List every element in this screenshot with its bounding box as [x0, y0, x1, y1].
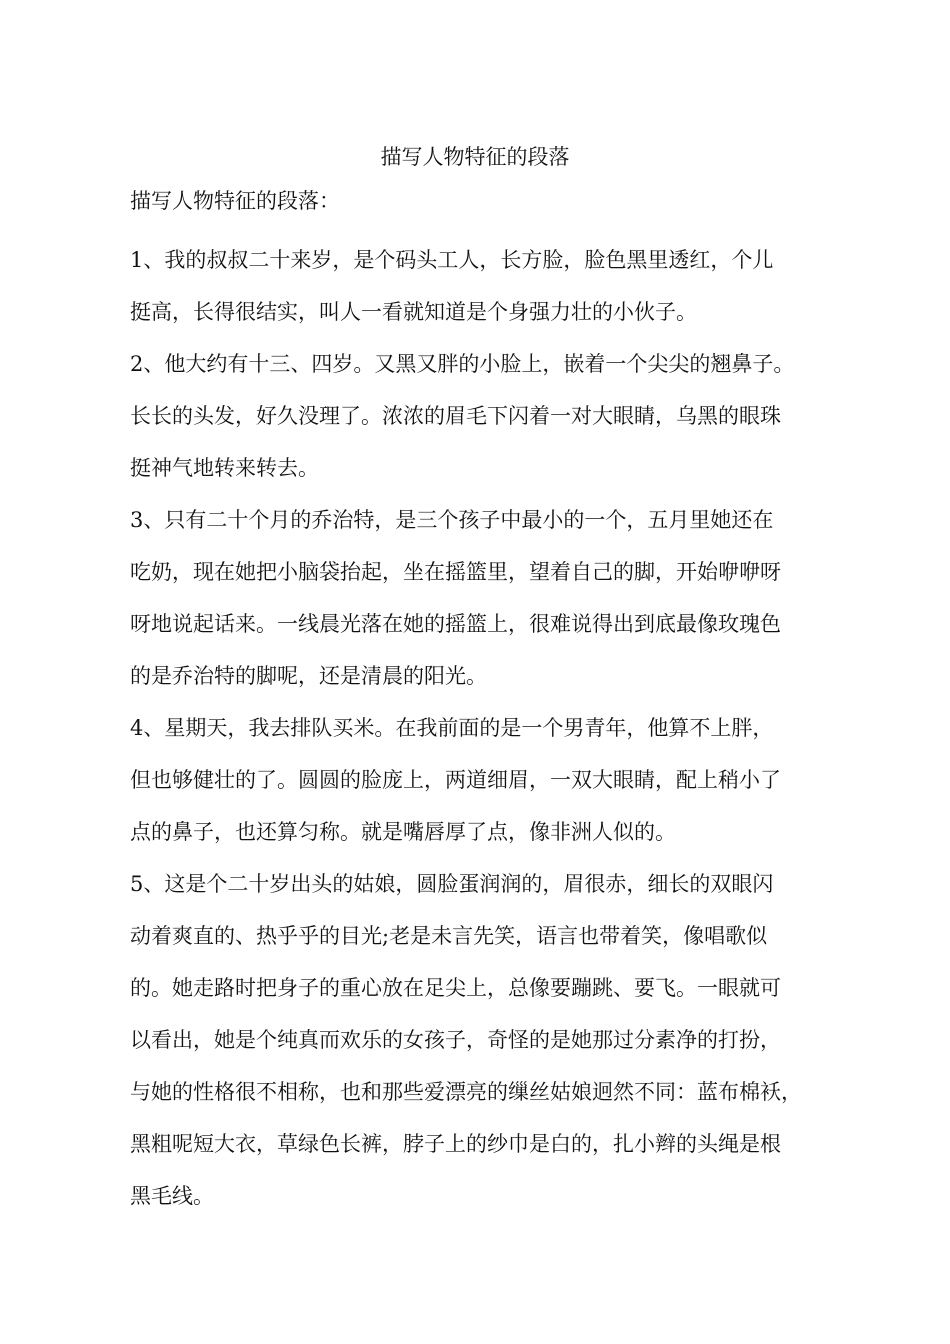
- paragraph-2: [130, 338, 840, 494]
- paragraph-line: 点的鼻子，也还算匀称。就是嘴唇厚了点，像非洲人似的。: [130, 820, 676, 844]
- paragraph-3: [130, 494, 840, 702]
- paragraph-line: 2、他大约有十三、四岁。又黑又胖的小脸上，嵌着一个尖尖的翘鼻子。: [130, 352, 795, 376]
- paragraph-line: 3、只有二十个月的乔治特，是三个孩子中最小的一个，五月里她还在: [130, 508, 774, 532]
- paragraph-line: 黑粗呢短大衣，草绿色长裤，脖子上的纱巾是白的，扎小辫的头绳是根: [130, 1132, 781, 1156]
- paragraph-line: 5、这是个二十岁出头的姑娘，圆脸蛋润润的，眉很赤，细长的双眼闪: [130, 872, 774, 896]
- paragraph-line: 以看出，她是个纯真而欢乐的女孩子，奇怪的是她那过分素净的打扮，: [130, 1028, 781, 1052]
- paragraph-line: 黑毛线。: [130, 1184, 214, 1208]
- paragraph-line: 4、星期天，我去排队买米。在我前面的是一个男青年，他算不上胖，: [130, 716, 774, 740]
- paragraph-line: 的是乔治特的脚呢，还是清晨的阳光。: [130, 664, 487, 688]
- paragraph-line: 吃奶，现在她把小脑袋抬起，坐在摇篮里，望着自己的脚，开始咿咿呀: [130, 560, 781, 584]
- paragraph-line: 呀地说起话来。一线晨光落在她的摇篮上，很难说得出到底最像玫瑰色: [130, 612, 781, 636]
- paragraph-line: 长长的头发，好久没理了。浓浓的眉毛下闪着一对大眼睛，乌黑的眼珠: [130, 404, 781, 428]
- paragraph-line: 1、我的叔叔二十来岁，是个码头工人，长方脸，脸色黑里透红，个儿: [130, 248, 774, 272]
- paragraph-4: [130, 702, 840, 858]
- paragraph-line: 与她的性格很不相称，也和那些爱漂亮的缫丝姑娘迥然不同：蓝布棉袄，: [130, 1080, 802, 1104]
- paragraph-line: 但也够健壮的了。圆圆的脸庞上，两道细眉，一双大眼睛，配上稍小了: [130, 768, 781, 792]
- paragraph-1: [130, 234, 840, 338]
- paragraph-line: 的。她走路时把身子的重心放在足尖上，总像要蹦跳、要飞。一眼就可: [130, 976, 781, 1000]
- document-title: 描写人物特征的段落: [380, 145, 570, 169]
- paragraph-line: 挺神气地转来转去。: [130, 456, 319, 480]
- document-body: [130, 186, 840, 1222]
- paragraph-line: 动着爽直的、热乎乎的目光;老是未言先笑，语言也带着笑，像唱歌似: [130, 924, 768, 948]
- section-heading: 描写人物特征的段落：: [130, 189, 340, 213]
- paragraph-5: [130, 858, 840, 1222]
- paragraph-line: 挺高，长得很结实，叫人一看就知道是个身强力壮的小伙子。: [130, 300, 697, 324]
